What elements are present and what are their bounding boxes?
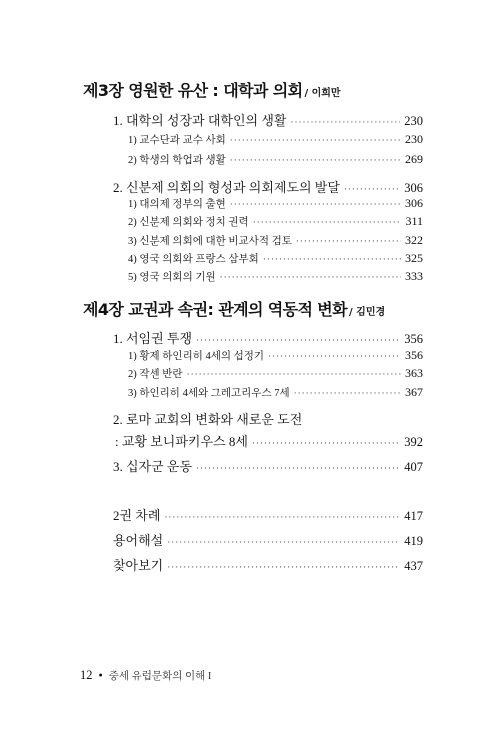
entry-label-line2: : 교황 보니파키우스 8세: [115, 434, 248, 449]
subentry-label: 3) 하인리히 4세와 그레고리우스 7세: [128, 388, 290, 399]
dot-leader: [268, 351, 401, 361]
footer-book-title: 중세 유럽문화의 이해 I: [108, 671, 212, 682]
backmatter-page: 417: [404, 509, 423, 523]
dot-leader: [230, 135, 401, 145]
entry-page: 230: [404, 114, 423, 128]
subentry-page: 356: [405, 348, 423, 362]
bullet-icon: ●: [98, 671, 103, 679]
subentry-label: 2) 작센 반란: [128, 369, 183, 380]
backmatter-entry[interactable]: [113, 555, 423, 574]
dot-leader: [294, 388, 401, 398]
dot-leader: [252, 438, 400, 448]
page-footer: [80, 668, 211, 683]
toc-subentry[interactable]: [128, 196, 423, 211]
dot-leader: [230, 199, 401, 209]
footer-page-number: 12: [80, 668, 93, 682]
toc-subentry[interactable]: [128, 385, 423, 400]
entry-label: 1. 서임권 투쟁: [113, 331, 193, 346]
subentry-page: 322: [405, 233, 423, 247]
dot-leader: [164, 512, 400, 522]
dot-leader: [167, 562, 400, 572]
dot-leader: [290, 117, 400, 127]
dot-leader: [167, 537, 400, 547]
subentry-label: 5) 영국 의회의 기원: [128, 272, 216, 283]
chapter-4-title: 제4장 교권과 속권: 관계의 역동적 변화: [83, 300, 348, 319]
toc-entry[interactable]: [113, 328, 423, 347]
entry-page: 306: [404, 181, 423, 195]
backmatter-entry[interactable]: [113, 505, 423, 524]
subentry-page: 269: [405, 152, 423, 166]
dot-leader: [230, 155, 401, 165]
subentry-label: 2) 학생의 학업과 생활: [128, 155, 226, 166]
dot-leader: [220, 272, 401, 282]
toc-entry[interactable]: [113, 456, 423, 475]
subentry-page: 367: [405, 385, 423, 399]
subentry-label: 1) 교수단과 교수 사회: [128, 135, 226, 146]
subentry-page: 363: [405, 366, 423, 380]
toc-subentry[interactable]: [128, 366, 423, 381]
backmatter-label: 2권 차례: [113, 508, 161, 523]
entry-label: 2. 신분제 의회의 형성과 의회제도의 발달: [113, 180, 340, 195]
toc-entry[interactable]: [113, 431, 423, 450]
toc-subentry[interactable]: [128, 233, 423, 248]
toc-subentry[interactable]: [128, 269, 423, 284]
dot-leader: [296, 236, 401, 246]
entry-label: 3. 십자군 운동: [113, 459, 193, 474]
chapter-3-title: 제3장 영원한 유산 : 대학과 의회: [83, 81, 303, 100]
backmatter-page: 437: [404, 559, 423, 573]
backmatter-label: 찾아보기: [113, 558, 164, 573]
toc-subentry[interactable]: [128, 214, 423, 229]
subentry-page: 306: [405, 196, 423, 210]
subentry-label: 3) 신분제 의회에 대한 비교사적 검토: [128, 236, 292, 247]
dot-leader: [253, 217, 402, 227]
chapter-3-heading: [83, 78, 341, 101]
subentry-label: 2) 신분제 의회와 정치 권력: [128, 217, 249, 228]
entry-label: 1. 대학의 성장과 대학인의 생활: [113, 113, 287, 128]
dot-leader: [344, 184, 400, 194]
entry-page: 407: [404, 460, 423, 474]
subentry-page: 325: [405, 251, 423, 265]
dot-leader: [263, 254, 401, 264]
subentry-label: 4) 영국 의회와 프랑스 삼부회: [128, 254, 259, 265]
dot-leader: [196, 335, 400, 345]
backmatter-page: 419: [404, 534, 423, 548]
toc-entry[interactable]: [113, 177, 423, 196]
subentry-page: 230: [405, 132, 423, 146]
toc-subentry[interactable]: [128, 251, 423, 266]
dot-leader: [196, 463, 400, 473]
toc-subentry[interactable]: [128, 132, 423, 147]
subentry-label: 1) 대의제 정부의 출현: [128, 199, 226, 210]
chapter-4-author: / 김민경: [349, 307, 386, 318]
entry-label-line1: 2. 로마 교회의 변화와 새로운 도전: [113, 412, 303, 427]
toc-subentry[interactable]: [128, 348, 423, 363]
chapter-3-author: / 이희만: [304, 88, 341, 99]
dot-leader: [187, 369, 401, 379]
entry-page: 356: [404, 332, 423, 346]
subentry-page: 311: [405, 214, 423, 228]
subentry-label: 1) 황제 하인리히 4세의 섭정기: [128, 351, 265, 362]
toc-subentry[interactable]: [128, 152, 423, 167]
backmatter-label: 용어해설: [113, 533, 164, 548]
entry-page: 392: [404, 435, 423, 449]
subentry-page: 333: [405, 269, 423, 283]
backmatter-entry[interactable]: [113, 530, 423, 549]
toc-entry[interactable]: [113, 110, 423, 129]
chapter-4-heading: [83, 297, 385, 320]
